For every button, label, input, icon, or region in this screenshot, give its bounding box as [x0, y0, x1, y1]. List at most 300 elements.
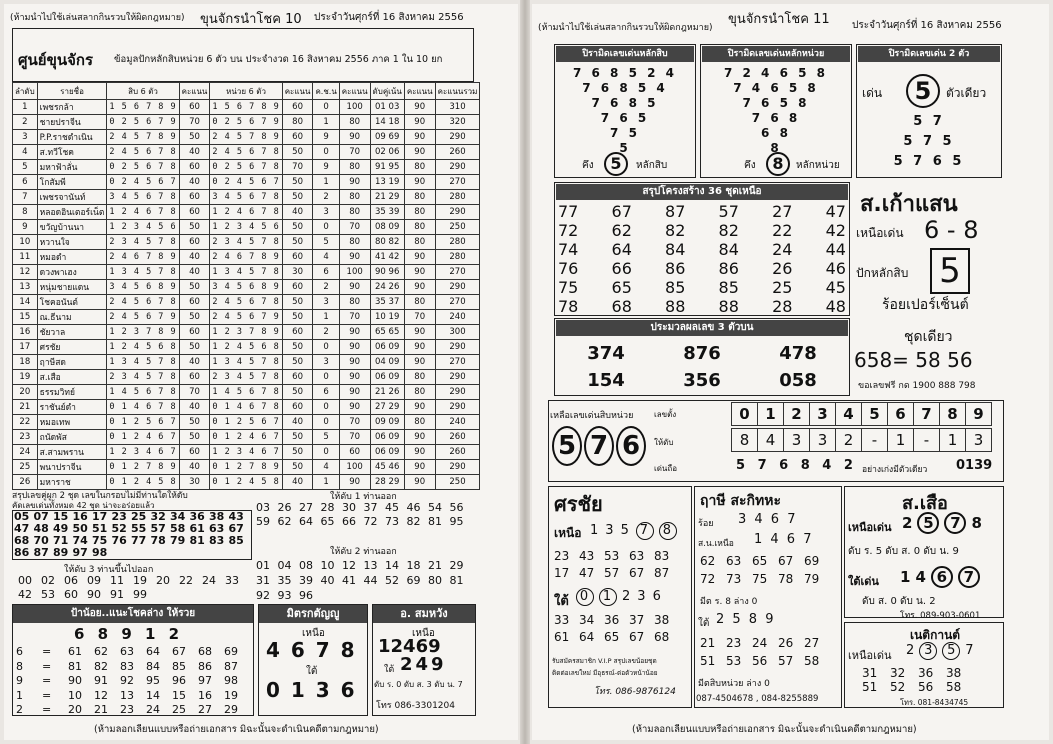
table-cell: โกสัมพี	[37, 175, 107, 190]
units-circle: 6	[616, 426, 646, 466]
table-cell: 50	[179, 340, 210, 355]
digit-row-cell: 9	[965, 402, 992, 426]
table-cell: 0 1 2 4 6 7	[107, 430, 179, 445]
box1-number: 10	[68, 688, 82, 702]
table-row	[13, 430, 480, 445]
box1-number: 96	[172, 674, 186, 687]
table-cell: 50	[282, 355, 313, 370]
table-cell: 80	[339, 190, 370, 205]
table-cell: 50	[179, 415, 210, 430]
pyramid-units-row: 7 6 8	[751, 111, 801, 125]
give3-number: 42	[18, 588, 32, 601]
three-digit-number: 154	[587, 370, 625, 391]
pyramid-two-unit: ตัวเดียว	[946, 86, 987, 100]
table-row	[13, 130, 480, 145]
table-cell: 0	[313, 445, 339, 460]
tiger-val2-digit: 7	[958, 566, 980, 588]
srichai-south-digit: 6	[652, 589, 663, 604]
tiger-val1-digit: 7	[944, 512, 966, 534]
table-cell: 1 4 5 6 7 8	[210, 385, 282, 400]
table-cell: 28 29	[370, 475, 404, 490]
table-cell: 290	[435, 340, 480, 355]
sum-grid-number: 32	[150, 510, 166, 523]
digit-row-label: เลขตั้ง	[654, 410, 677, 419]
sum-grid-number: 81	[189, 534, 205, 547]
table-cell: 80	[404, 385, 435, 400]
structure-number: 85	[718, 278, 739, 297]
table-cell: 09 09	[370, 415, 404, 430]
give-row-cell: 1	[939, 428, 966, 452]
table-cell: 3 4 5 6 7 8	[210, 190, 282, 205]
pyramid-tens-title: ปิรามิดเลขเด่นหลักสิบ	[556, 46, 694, 62]
table-cell: 50	[179, 220, 210, 235]
box1-number: 23	[120, 703, 134, 716]
table-cell: 0	[313, 415, 339, 430]
table-cell: 70	[339, 145, 370, 160]
table-cell: 0 1 4 6 7 8	[107, 400, 179, 415]
units-circle: 7	[584, 426, 614, 466]
structure-column	[826, 202, 846, 316]
table-cell: 60	[179, 205, 210, 220]
give1-number: 26	[277, 501, 292, 514]
sum-grid-number: 23	[111, 510, 127, 523]
table-cell: 90	[404, 265, 435, 280]
table-cell: 320	[435, 115, 480, 130]
table-cell: 21 29	[370, 190, 404, 205]
table-cell: 09 69	[370, 130, 404, 145]
tiger-sub1: ดับ ร. 5 ดับ ส. 0 ดับ น. 9	[848, 546, 959, 557]
table-cell: 5	[313, 430, 339, 445]
srichai-top-digit: 3	[605, 523, 616, 538]
structure-number: 74	[558, 240, 579, 259]
structure-column	[772, 202, 792, 316]
table-cell: 50	[282, 145, 313, 160]
left-title: ขุนจักรนำโชค 10	[200, 12, 302, 27]
srichai-south-digit: 1	[599, 588, 617, 606]
box-mitr-label1: เหนือ	[302, 628, 325, 639]
table-cell: 90	[404, 115, 435, 130]
table-cell: 1 3 4 5 7 8	[107, 355, 179, 370]
table-cell: 3 4 5 6 7 8	[107, 190, 179, 205]
give2-row	[256, 573, 471, 588]
srichai-south	[576, 588, 668, 606]
box1-number: 1	[16, 688, 23, 702]
table-cell: 2 3 4 5 7 8	[107, 235, 179, 250]
sum-grid-number: 71	[53, 534, 69, 547]
box-mitr-title: มิตรกตัญญู	[259, 605, 367, 623]
give3-number: 06	[64, 574, 78, 587]
sum-grid-number: 78	[150, 534, 166, 547]
sum-grid-number: 97	[72, 546, 88, 559]
table-cell: 06 09	[370, 340, 404, 355]
structure-number: 84	[718, 240, 739, 259]
table-cell: 90	[339, 175, 370, 190]
table-cell: 90	[404, 175, 435, 190]
netti-val-digit: 7	[965, 643, 974, 658]
pyramid-tens-row: 7 6 8 5	[591, 96, 659, 110]
give3-label: ให้ดับ 3 ท่านขึ้นไปออก	[64, 565, 154, 575]
table-header-cell: คะแนน	[404, 83, 435, 100]
box1-number: =	[42, 703, 52, 716]
yasi-rows	[700, 552, 830, 588]
table-cell: 17	[13, 340, 38, 355]
structure-number: 78	[558, 297, 579, 316]
table-cell: 2 4 5 6 7 9	[210, 310, 282, 325]
box1-number: 19	[224, 688, 238, 702]
box1-number: 29	[224, 703, 238, 716]
give3-row	[18, 574, 248, 588]
three-digit-number: 876	[683, 343, 721, 364]
table-cell: 1 2 3 4 6 7	[210, 445, 282, 460]
give2-number: 08	[299, 559, 313, 572]
structure-number: 22	[772, 221, 793, 240]
table-cell: 50	[282, 190, 313, 205]
table-cell: 1	[313, 310, 339, 325]
table-cell: 6	[13, 175, 38, 190]
give-row-cell: 2	[835, 428, 862, 452]
table-header-cell: ค.ช.น	[313, 83, 339, 100]
srichai-row	[554, 565, 679, 582]
srichai-top-digit: 8	[659, 522, 677, 540]
sum-grid-number: 89	[53, 546, 69, 559]
table-cell: 3	[313, 355, 339, 370]
sum-grid-number: 25	[131, 510, 147, 523]
table-cell: 2 4 5 7 8 9	[107, 130, 179, 145]
pyramid-units-unit: หลักหน่วย	[796, 160, 840, 171]
srichai-top-digit: 5	[620, 523, 631, 538]
table-cell: พนาปราจีน	[37, 460, 107, 475]
table-cell: 1 2 4 6 7 8	[210, 205, 282, 220]
table-row	[13, 310, 480, 325]
table-cell: 1 2 4 5 6 8	[210, 340, 282, 355]
box1-number: 27	[198, 703, 212, 716]
srichai-south-label: ใต้	[554, 594, 569, 609]
yasi-number: 65	[752, 554, 768, 568]
table-cell: 50	[282, 295, 313, 310]
table-cell: 0 2 5 6 7 9	[210, 115, 282, 130]
yasi2-number: 57	[778, 654, 794, 668]
table-cell: 65 65	[370, 325, 404, 340]
table-cell: ชายปราจีน	[37, 115, 107, 130]
give1-number: 72	[363, 515, 378, 528]
table-cell: 50	[282, 340, 313, 355]
yasi-south-label: ใต้	[698, 618, 710, 629]
srichai-rows2	[554, 612, 679, 646]
book-spine	[520, 0, 530, 744]
table-cell: 250	[435, 220, 480, 235]
table-cell: 9	[313, 160, 339, 175]
srichai-note1: รับสมัครสมาชิก V.I.P สรุปเลขน้อยชุด	[552, 657, 657, 665]
give1-number: 54	[428, 501, 442, 514]
three-digit-number: 356	[683, 370, 721, 391]
sum-grid-number: 75	[92, 534, 108, 547]
give2-number: 04	[277, 559, 292, 572]
tiger-val1	[902, 512, 987, 534]
s-single: 658= 58 56	[854, 348, 973, 372]
table-cell: 25	[13, 460, 38, 475]
srichai2-row	[554, 612, 679, 629]
structure-number: 64	[611, 240, 632, 259]
tiger-label2: ใต้เด่น	[848, 575, 879, 588]
table-cell: 280	[435, 190, 480, 205]
pyramid-two-row: 5 7	[913, 114, 945, 129]
give1-number: 73	[385, 515, 399, 528]
pyramid-tens-value: 5	[604, 152, 628, 176]
yasi-rows2	[700, 634, 830, 670]
yasi-val1: 3 4 6 7	[738, 512, 798, 527]
sum-grid-number: 87	[33, 546, 49, 559]
sum-grid-number: 47	[14, 522, 30, 535]
sum-grid-number: 51	[92, 522, 108, 535]
pyramid-units-value: 8	[766, 152, 790, 176]
yasi-number: 78	[778, 572, 794, 586]
box1-number: 87	[224, 659, 238, 673]
table-cell: 50	[179, 130, 210, 145]
table-cell: 22	[13, 415, 38, 430]
three-digit-number: 374	[587, 343, 625, 364]
sum-grid-number: 63	[209, 522, 225, 535]
yasi-number: 75	[752, 572, 768, 586]
pyramid-units-title: ปิรามิดเลขเด่นหลักหน่วย	[702, 46, 850, 62]
table-cell: 1 3 4 5 7 8	[210, 355, 282, 370]
give2-number: 92	[256, 589, 270, 602]
give3-number: 33	[225, 574, 239, 587]
srichai-number: 47	[579, 566, 595, 580]
pyramid-tens-row: 7 6 8 5 4	[582, 81, 668, 95]
table-cell: 280	[435, 235, 480, 250]
give-row	[732, 428, 992, 452]
table-header-cell: ลำดับ	[13, 83, 38, 100]
structure-number: 77	[558, 202, 579, 221]
table-cell: 290	[435, 385, 480, 400]
digit-row-cell: 1	[757, 402, 784, 426]
sum-grid-number: 85	[228, 534, 244, 547]
units-label: เหลือเลขเด่นสิบหน่วย	[550, 411, 634, 421]
table-cell: 80 82	[370, 235, 404, 250]
left-top-note: (ห้ามนำไปใช้เล่นสลากกินรวบให้ผิดกฎหมาย)	[10, 13, 185, 23]
give2-number: 40	[320, 574, 335, 587]
box1-number: 63	[120, 645, 134, 658]
give2-number: 18	[406, 559, 421, 572]
give1-number: 28	[320, 501, 335, 514]
table-cell: 0	[313, 340, 339, 355]
table-row	[13, 400, 480, 415]
give1-number: 59	[256, 515, 270, 528]
sum-grid-number: 05	[14, 510, 30, 523]
table-cell: 2 3 4 5 7 8	[210, 370, 282, 385]
table-cell: 1	[313, 175, 339, 190]
box1-number: 6	[16, 645, 23, 658]
table-row	[13, 385, 480, 400]
give2-number: 35	[277, 574, 292, 587]
structure-number: 86	[718, 259, 739, 278]
table-cell: 50	[282, 460, 313, 475]
table-cell: 0 1 2 4 5 8	[210, 475, 282, 490]
table-cell: 1 3 4 5 7 8	[210, 265, 282, 280]
tiger-val2-digit: 4	[915, 568, 926, 586]
srichai2-number: 64	[579, 630, 595, 644]
s-single-label: ชุดเดียว	[904, 329, 953, 345]
table-cell: 2 4 5 6 7 8	[107, 295, 179, 310]
box1-number: 21	[94, 703, 108, 716]
table-cell: 290	[435, 205, 480, 220]
give2-numbers	[256, 558, 471, 603]
box1-number: 25	[172, 703, 186, 716]
give3-number: 60	[64, 588, 78, 601]
table-cell: 290	[435, 400, 480, 415]
table-cell: 290	[435, 160, 480, 175]
table-cell: 90	[404, 340, 435, 355]
yasi-row	[700, 552, 830, 570]
netti-number: 36	[918, 666, 934, 680]
give1-number: 66	[342, 515, 356, 528]
give1-row	[256, 515, 471, 529]
table-cell: 70	[339, 220, 370, 235]
table-cell: 240	[435, 415, 480, 430]
table-cell: 4	[313, 250, 339, 265]
sum-grid-number: 17	[92, 510, 108, 523]
table-cell: 3 4 5 6 8 9	[210, 280, 282, 295]
srichai-number: 57	[604, 566, 620, 580]
table-cell: 80	[404, 370, 435, 385]
give-row-cell: 3	[965, 428, 992, 452]
table-cell: ชัยวาล	[37, 325, 107, 340]
table-cell: หลอดอินเตอร์เน็ต	[37, 205, 107, 220]
sum-grid-number: 16	[72, 510, 88, 523]
box1-number: 67	[172, 645, 186, 658]
sum-grid-number: 50	[72, 522, 88, 535]
pyramid-units-row: 7 4 6 5 8	[733, 81, 819, 95]
tiger-val2-digit: 6	[931, 566, 953, 588]
box1-number: 97	[198, 674, 212, 687]
structure-columns	[558, 202, 846, 316]
table-cell: 4	[313, 460, 339, 475]
box1-number: 13	[120, 688, 134, 702]
table-row	[13, 100, 480, 115]
table-cell: 5	[313, 235, 339, 250]
tiger-val2	[900, 566, 985, 588]
table-cell: 90 96	[370, 265, 404, 280]
sum-grid-number: 98	[92, 546, 108, 559]
structure-number: 66	[611, 259, 632, 278]
table-cell: 30	[179, 475, 210, 490]
give-row-cell: 8	[731, 428, 758, 452]
table-cell: 60	[339, 445, 370, 460]
table-cell: 60	[179, 445, 210, 460]
give2-number: 93	[277, 589, 292, 602]
give-row-cell: 3	[783, 428, 810, 452]
table-cell: 90	[339, 355, 370, 370]
table-cell: 50	[282, 310, 313, 325]
yasi2-number: 26	[778, 636, 794, 650]
netti-rows	[862, 666, 974, 694]
give2-row	[256, 588, 471, 603]
sum-grid-number: 86	[14, 546, 30, 559]
box-pa-noy-rows	[16, 645, 250, 718]
three-digit-number: 058	[779, 370, 817, 391]
digit-row	[732, 402, 992, 426]
table-cell: 60	[179, 100, 210, 115]
table-cell: 1	[313, 115, 339, 130]
table-cell: 80	[404, 220, 435, 235]
pyramid-tens-unit: หลักสิบ	[636, 160, 668, 171]
table-cell: 7	[13, 190, 38, 205]
table-cell: 45 46	[370, 460, 404, 475]
table-cell: 35 37	[370, 295, 404, 310]
tiger-val1-digit: 5	[917, 512, 939, 534]
table-cell: 24	[13, 445, 38, 460]
table-cell: 1 4 5 6 7 8	[107, 385, 179, 400]
box1-number: 12	[94, 688, 108, 702]
sum-grid-number: 74	[72, 534, 88, 547]
srichai-number: 87	[654, 566, 670, 580]
pyramid-two-title: ปิรามิดเลขเด่น 2 ตัว	[858, 46, 1000, 62]
table-row	[13, 250, 480, 265]
pyramid-units-row: 7 6 5 8	[742, 96, 810, 110]
summary-label: สรุปเลขคู่ผูก 2 ชุด เลขในกรอบไม่มีท่านใดให้ดับ	[12, 491, 188, 501]
right-page	[532, 4, 1049, 740]
netti-val-digit: 2	[906, 643, 915, 658]
table-cell: 20	[13, 385, 38, 400]
table-cell: 70	[179, 385, 210, 400]
table-cell: 310	[435, 100, 480, 115]
table-cell: 12	[13, 265, 38, 280]
table-cell: มหาราช	[37, 475, 107, 490]
pyramid-two-label: เด่น	[862, 86, 883, 100]
box1-number: 85	[172, 659, 186, 673]
table-row	[13, 175, 480, 190]
srichai-number: 83	[654, 549, 670, 563]
yasi-number: 69	[804, 554, 820, 568]
table-cell: หวานใจ	[37, 235, 107, 250]
table-cell: 60	[282, 325, 313, 340]
table-cell: 270	[435, 295, 480, 310]
table-cell: 2 4 5 6 7 8	[210, 295, 282, 310]
table-cell: 270	[435, 355, 480, 370]
box1-number: 83	[120, 659, 134, 673]
yasi-name: ฤาษี สะกิทหะ	[700, 493, 781, 509]
sum-grid-number: 43	[228, 510, 244, 523]
box1-number: 15	[172, 688, 186, 702]
hint-label: เด่นถือ	[654, 464, 678, 473]
give3-numbers	[18, 574, 248, 602]
pyramid-units-row: 8	[770, 141, 782, 155]
tiger-sub2: ดับ ส. 0 ดับ น. 2	[862, 596, 936, 607]
table-cell: 0 1 4 6 7 8	[210, 400, 282, 415]
table-header-cell: รายชื่อ	[37, 83, 107, 100]
table-cell: 2 4 5 7 8 9	[210, 130, 282, 145]
table-cell: 90	[404, 355, 435, 370]
digit-row-cell: 7	[913, 402, 940, 426]
srichai-top-digit: 7	[636, 522, 654, 540]
table-cell: 18	[13, 355, 38, 370]
srichai2-number: 33	[554, 613, 570, 627]
give3-number: 90	[87, 588, 101, 601]
table-cell: P.P.ราชดำเนิน	[37, 130, 107, 145]
table-cell: 70	[282, 160, 313, 175]
table-header-cell: คะแนน	[282, 83, 313, 100]
table-cell: 70	[339, 430, 370, 445]
table-cell: 1 5 6 7 8 9	[210, 100, 282, 115]
table-cell: 90	[404, 280, 435, 295]
yasi-phone: 087-4504678 , 084-8255889	[696, 694, 819, 704]
structure-number: 42	[825, 221, 846, 240]
give3-row	[18, 588, 248, 602]
srichai2-number: 36	[604, 613, 620, 627]
structure-number: 88	[665, 297, 686, 316]
table-cell: 2	[313, 280, 339, 295]
yasi2-number: 27	[804, 636, 820, 650]
